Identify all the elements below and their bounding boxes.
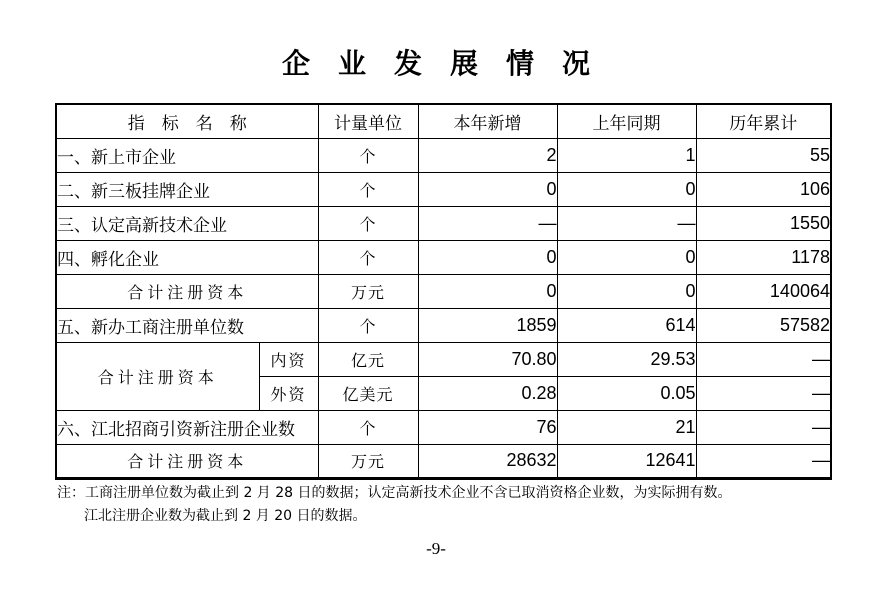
last-year-value-cell: 12641 [557, 444, 696, 478]
col-header-indicator-name: 指 标 名 称 [56, 104, 318, 138]
last-year-value-cell: 0.05 [557, 376, 696, 410]
unit-cell: 个 [318, 138, 418, 172]
table-row-hightech-enterprises [56, 206, 831, 240]
indicator-name-cell: 四、孵化企业 [56, 240, 318, 274]
unit-cell: 个 [318, 172, 418, 206]
current-year-value-cell: 0 [418, 274, 557, 308]
cumulative-value-cell: 1178 [696, 240, 831, 274]
footnotes [57, 482, 837, 528]
table-row-listed-enterprises [56, 138, 831, 172]
cumulative-value-cell: 55 [696, 138, 831, 172]
table-row-neeq-enterprises [56, 172, 831, 206]
col-header-last-year-period: 上年同期 [557, 104, 696, 138]
cumulative-value-cell: 57582 [696, 308, 831, 342]
last-year-value-cell: 0 [557, 274, 696, 308]
cumulative-value-cell: 1550 [696, 206, 831, 240]
col-header-cumulative: 历年累计 [696, 104, 831, 138]
last-year-value-cell: 0 [557, 240, 696, 274]
merged-capital-label-cell: 合计注册资本 [56, 342, 259, 410]
current-year-value-cell: 1859 [418, 308, 557, 342]
last-year-value-cell: 614 [557, 308, 696, 342]
cumulative-value-cell: 106 [696, 172, 831, 206]
indicator-name-cell: 五、新办工商注册单位数 [56, 308, 318, 342]
footnote-line: 江北注册企业数为截止到 2 月 20 日的数据。 [84, 508, 367, 524]
unit-cell: 亿元 [318, 342, 418, 376]
cumulative-value-cell: 140064 [696, 274, 831, 308]
current-year-value-cell: 76 [418, 410, 557, 444]
cumulative-value-cell: — [696, 376, 831, 410]
capital-type-cell: 外资 [259, 376, 318, 410]
current-year-value-cell: 0 [418, 240, 557, 274]
table-row-new-registered-units [56, 308, 831, 342]
current-year-value-cell: 0.28 [418, 376, 557, 410]
table-row-jiangbei-registered-capital [56, 444, 831, 478]
table-header-row [56, 104, 831, 138]
last-year-value-cell: 29.53 [557, 342, 696, 376]
footnote-line: 注：工商注册单位数为截止到 2 月 28 日的数据；认定高新技术企业不含已取消资格企业数，为实际拥有数。 [57, 485, 732, 501]
page-number: -9- [426, 539, 446, 558]
unit-cell: 个 [318, 410, 418, 444]
col-header-current-year: 本年新增 [418, 104, 557, 138]
last-year-value-cell: — [557, 206, 696, 240]
current-year-value-cell: 28632 [418, 444, 557, 478]
enterprise-development-table [55, 103, 832, 480]
unit-cell: 个 [318, 308, 418, 342]
table-row-jiangbei-investment-enterprises [56, 410, 831, 444]
unit-cell: 亿美元 [318, 376, 418, 410]
indicator-name-cell: 一、新上市企业 [56, 138, 318, 172]
unit-cell: 个 [318, 240, 418, 274]
current-year-value-cell: 0 [418, 172, 557, 206]
last-year-value-cell: 0 [557, 172, 696, 206]
table-row-incubated-enterprises [56, 240, 831, 274]
last-year-value-cell: 21 [557, 410, 696, 444]
table-row-incubated-registered-capital [56, 274, 831, 308]
cumulative-value-cell: — [696, 444, 831, 478]
unit-cell: 万元 [318, 274, 418, 308]
capital-type-cell: 内资 [259, 342, 318, 376]
col-header-unit: 计量单位 [318, 104, 418, 138]
unit-cell: 万元 [318, 444, 418, 478]
indicator-name-cell: 六、江北招商引资新注册企业数 [56, 410, 318, 444]
current-year-value-cell: — [418, 206, 557, 240]
unit-cell: 个 [318, 206, 418, 240]
indicator-name-cell: 三、认定高新技术企业 [56, 206, 318, 240]
current-year-value-cell: 2 [418, 138, 557, 172]
indicator-name-cell: 合计注册资本 [56, 274, 318, 308]
current-year-value-cell: 70.80 [418, 342, 557, 376]
cumulative-value-cell: — [696, 410, 831, 444]
page-title: 企 业 发 展 情 况 [281, 47, 590, 80]
indicator-name-cell: 合计注册资本 [56, 444, 318, 478]
table-row-capital-domestic [56, 342, 831, 376]
indicator-name-cell: 二、新三板挂牌企业 [56, 172, 318, 206]
cumulative-value-cell: — [696, 342, 831, 376]
last-year-value-cell: 1 [557, 138, 696, 172]
